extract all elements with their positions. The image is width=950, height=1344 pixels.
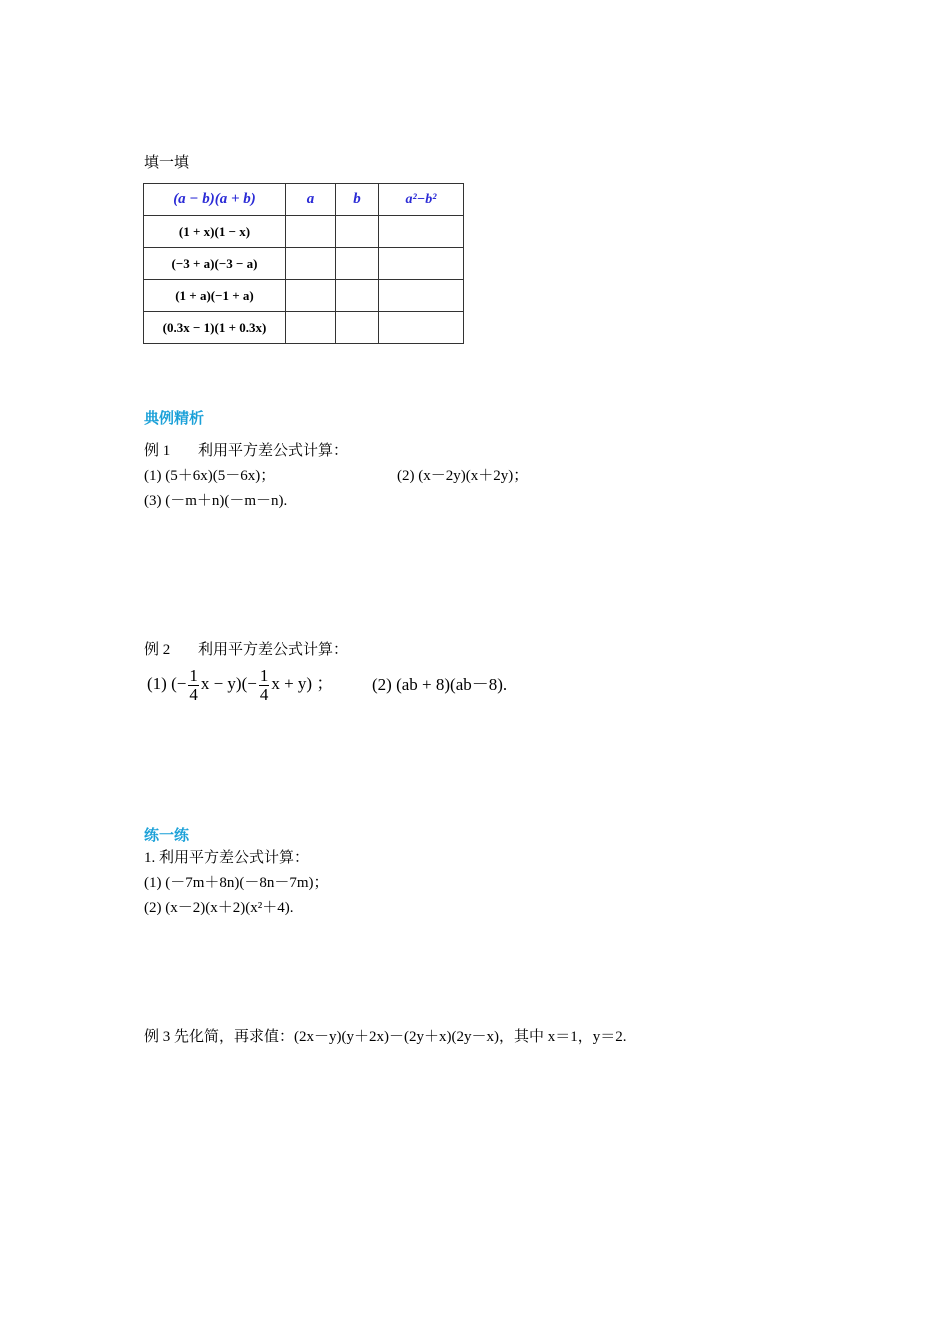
table-header-cell: a [286,184,336,216]
table-header-cell: (a − b)(a + b) [144,184,286,216]
table-blank-cell[interactable] [286,280,336,312]
table-row [144,312,464,344]
table-row [144,216,464,248]
practice-q1-part1: (1) (－7m＋8n)(－8n－7m)； [144,875,329,891]
fraction [188,667,199,704]
fraction [259,667,270,704]
example2-part1-prefix: (1) (− [147,674,187,693]
examples-section-title: 典例精析 [144,411,205,427]
practice-q1-label: 1. 利用平方差公式计算： [144,850,310,866]
fill-section-title: 填一填 [144,155,190,171]
fraction-denominator: 4 [189,684,198,704]
table-blank-cell[interactable] [379,248,464,280]
practice-q1-part2: (2) (x－2)(x＋2)(x²＋4). [144,900,294,916]
table-blank-cell[interactable] [379,280,464,312]
table-blank-cell[interactable] [336,280,379,312]
table-blank-cell[interactable] [336,248,379,280]
example1-part3: (3) (－m＋n)(－m－n). [144,493,288,509]
example1-label: 例 1 [144,443,171,459]
table-blank-cell[interactable] [286,248,336,280]
example2-part2: (2) (ab + 8)(ab－8). [372,675,508,694]
fraction-denominator: 4 [259,684,269,704]
table-blank-cell[interactable] [286,312,336,344]
fraction-numerator: 1 [189,665,198,685]
practice-section-title: 练一练 [144,828,190,844]
table-cell: (1 + a)(−1 + a) [144,280,286,312]
example2-label: 例 2 [144,642,171,658]
table-blank-cell[interactable] [336,312,379,344]
table-cell: (1 + x)(1 − x) [144,216,286,248]
example3-text: 例 3 先化简，再求值：(2x－y)(y＋2x)－(2y＋x)(2y－x)，其中 x＝1，y＝2. [144,1029,627,1045]
example2-part1 [147,662,333,706]
table-header-row [144,184,464,216]
table-blank-cell[interactable] [379,312,464,344]
example2-prompt: 利用平方差公式计算： [198,642,349,658]
table-row [144,280,464,312]
example1-part2: (2) (x－2y)(x＋2y)； [397,468,529,484]
example2-part1-mid: x − y)(− [200,674,257,693]
example2-part1-suffix: x + y) ； [271,674,334,693]
table-header-cell: b [336,184,379,216]
table-cell: (0.3x − 1)(1 + 0.3x) [144,312,286,344]
table-cell: (−3 + a)(−3 − a) [144,248,286,280]
fraction-numerator: 1 [259,665,269,685]
fill-table [143,183,464,344]
table-row [144,248,464,280]
table-blank-cell[interactable] [336,216,379,248]
table-blank-cell[interactable] [379,216,464,248]
table-blank-cell[interactable] [286,216,336,248]
example1-prompt: 利用平方差公式计算： [198,443,349,459]
table-header-cell: a²−b² [379,184,464,216]
example1-part1: (1) (5＋6x)(5－6x)； [144,468,276,484]
